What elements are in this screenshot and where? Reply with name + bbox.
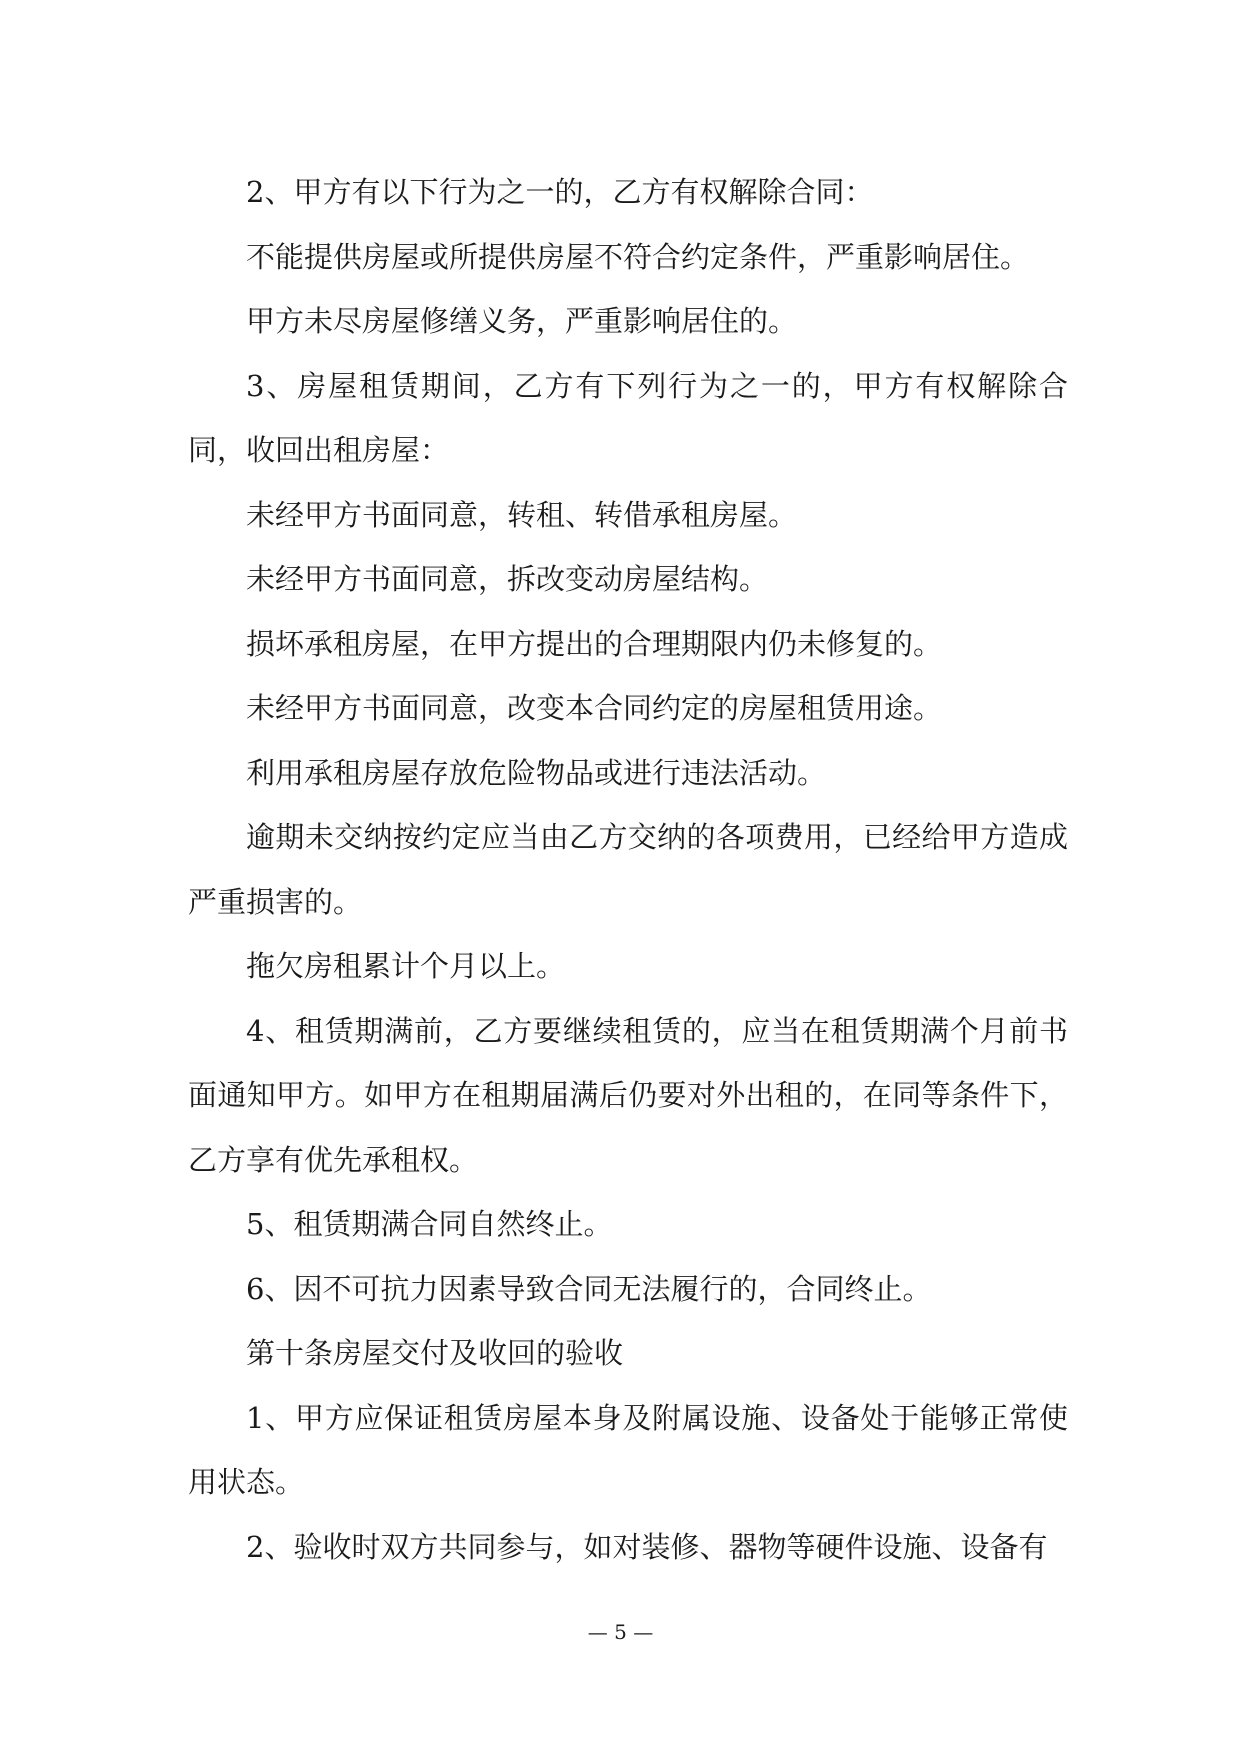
paragraph: 未经甲方书面同意，转租、转借承租房屋。: [246, 497, 798, 532]
page-number: — 5 —: [587, 1620, 654, 1644]
paragraph: 拖欠房租累计个月以上。: [246, 949, 566, 983]
paragraph: 2、验收时双方共同参与，如对装修、器物等硬件设施、设备有: [246, 1529, 1048, 1564]
paragraph: 未经甲方书面同意，改变本合同约定的房屋租赁用途。: [246, 691, 943, 725]
paragraph: 1、甲方应保证租赁房屋本身及附属设施、设备处于能够正常使用状态。: [188, 1400, 1068, 1499]
paragraph: 甲方未尽房屋修缮义务，严重影响居住的。: [246, 304, 798, 338]
paragraph: 利用承租房屋存放危险物品或进行违法活动。: [246, 755, 827, 790]
paragraph: 逾期未交纳按约定应当由乙方交纳的各项费用，已经给甲方造成严重损害的。: [188, 820, 1068, 919]
paragraph: 6、因不可抗力因素导致合同无法履行的，合同终止。: [246, 1271, 932, 1306]
paragraph: 损坏承租房屋，在甲方提出的合理期限内仍未修复的。: [246, 626, 943, 661]
paragraph: 不能提供房屋或所提供房屋不符合约定条件，严重影响居住。: [246, 239, 1030, 274]
document-body: [188, 160, 1068, 1579]
paragraph: 未经甲方书面同意，拆改变动房屋结构。: [246, 562, 769, 596]
paragraph: 4、租赁期满前，乙方要继续租赁的，应当在租赁期满个月前书面通知甲方。如甲方在租期届满后仍要对外出租的，在同等条件下，乙方享有优先承租权。: [188, 1013, 1068, 1177]
paragraph: 3、房屋租赁期间，乙方有下列行为之一的，甲方有权解除合同，收回出租房屋：: [188, 368, 1068, 467]
paragraph: 2、甲方有以下行为之一的，乙方有权解除合同：: [246, 175, 874, 209]
paragraph: 5、租赁期满合同自然终止。: [246, 1207, 613, 1241]
section-heading: 第十条房屋交付及收回的验收: [246, 1336, 624, 1370]
